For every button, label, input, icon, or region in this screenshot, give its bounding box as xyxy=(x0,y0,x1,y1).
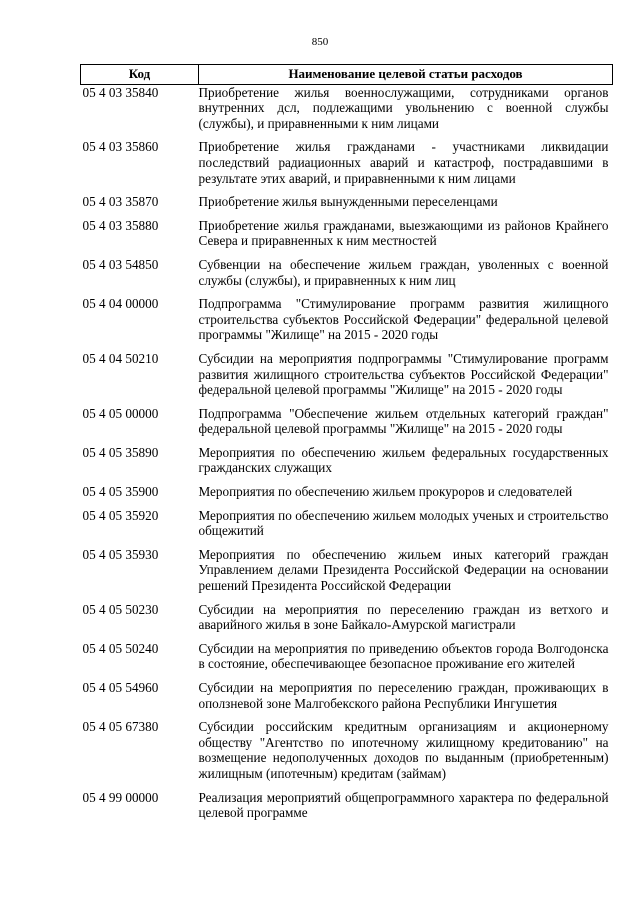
row-code: 05 4 03 35870 xyxy=(82,194,159,210)
row-name: Приобретение жилья гражданами - участниками ликвидации последствий радиационных аварий и катастроф, пострадавшими в результате этих аварий, и приравненными к ним лицами xyxy=(198,139,609,186)
row-name: Субсидии российским кредитным организациям и акционерному обществу "Агентство по ипотечному жилищному кредитованию" на возмещение недополученных доходов по выданным (приобретенным) жилищным (ипотечным) кредитам (займам) xyxy=(198,719,609,781)
row-name: Мероприятия по обеспечению жильем молодых ученых и строительство общежитий xyxy=(198,507,609,539)
row-name: Субвенции на обеспечение жильем граждан, уволенных с военной службы (службы), и приравненных к ним лиц xyxy=(198,256,609,288)
row-code: 05 4 05 35920 xyxy=(82,507,159,523)
row-name: Подпрограмма "Обеспечение жильем отдельных категорий граждан" федеральной целевой программы "Жилище" на 2015 - 2020 годы xyxy=(198,405,609,437)
row-code: 05 4 05 35900 xyxy=(82,484,159,500)
row-name: Субсидии на мероприятия подпрограммы "Стимулирование программ развития жилищного строительства субъектов Российской Федерации" федеральной целевой программы "Жилище" на 2015 - 2020 годы xyxy=(198,350,609,398)
row-code: 05 4 05 50240 xyxy=(82,640,159,656)
row-name: Реализация мероприятий общепрограммного характера по федеральной целевой программе xyxy=(198,789,609,821)
table-row xyxy=(81,508,613,547)
table-row xyxy=(81,719,613,789)
table-row xyxy=(81,257,613,296)
row-name: Субсидии на мероприятия по приведению объектов города Волгодонска в состояние, обеспечивающее безопасное проживание его жителей xyxy=(198,640,609,672)
budget-codes-table xyxy=(80,64,613,829)
header-name: Наименование целевой статьи расходов xyxy=(199,65,613,85)
table-header-row xyxy=(81,65,613,85)
table-body xyxy=(81,84,613,829)
row-code: 05 4 05 00000 xyxy=(82,405,159,421)
table-row xyxy=(81,218,613,257)
row-code: 05 4 05 50230 xyxy=(82,601,159,617)
row-name: Подпрограмма "Стимулирование программ развития жилищного строительства субъектов Российской Федерации" федеральной целевой программы "Жилище" на 2015 - 2020 годы xyxy=(198,296,609,343)
table-row xyxy=(81,641,613,680)
table-row xyxy=(81,445,613,484)
table-row xyxy=(81,351,613,406)
row-code: 05 4 04 50210 xyxy=(82,350,159,366)
row-name: Приобретение жилья вынужденными переселенцами xyxy=(198,194,498,210)
table-row xyxy=(81,790,613,829)
table-row xyxy=(81,547,613,602)
row-name: Мероприятия по обеспечению жильем федеральных государственных гражданских служащих xyxy=(198,444,609,476)
table-row xyxy=(81,296,613,351)
row-name: Субсидии на мероприятия по переселению граждан, проживающих в оползневой зоне Малгобекского района Республики Ингушетия xyxy=(198,680,609,711)
row-code: 05 4 04 00000 xyxy=(82,296,159,312)
row-code: 05 4 03 35840 xyxy=(82,84,159,100)
row-name: Приобретение жилья военнослужащими, сотрудниками органов внутренних дсл, подлежащими увольнению с военной службы (службы), и приравненными к ним лицами xyxy=(198,84,609,131)
table-row xyxy=(81,484,613,508)
table-row xyxy=(81,194,613,218)
row-code: 05 4 03 35860 xyxy=(82,139,159,155)
row-code: 05 4 05 67380 xyxy=(82,719,159,735)
page-number: 850 xyxy=(311,36,329,48)
table-row xyxy=(81,406,613,445)
table-row xyxy=(81,84,613,139)
header-code: Код xyxy=(81,65,199,85)
row-code: 05 4 05 35890 xyxy=(82,444,159,460)
row-code: 05 4 05 35930 xyxy=(82,546,159,562)
row-name: Мероприятия по обеспечению жильем прокуроров и следователей xyxy=(198,484,573,500)
table-row xyxy=(81,139,613,194)
row-code: 05 4 99 00000 xyxy=(82,789,159,805)
row-code: 05 4 05 54960 xyxy=(82,680,159,695)
table-row xyxy=(81,680,613,719)
row-name: Приобретение жилья гражданами, выезжающими из районов Крайнего Севера и приравненных к ним местностей xyxy=(198,217,609,249)
table-row xyxy=(81,602,613,641)
row-name: Субсидии на мероприятия по переселению граждан из ветхого и аварийного жилья в зоне Байкало-Амурской магистрали xyxy=(198,601,609,633)
row-name: Мероприятия по обеспечению жильем иных категорий граждан Управлением делами Президента Российской Федерации на основании решений Президента Российской Федерации xyxy=(198,546,609,594)
row-code: 05 4 03 35880 xyxy=(82,217,159,233)
row-code: 05 4 03 54850 xyxy=(82,256,159,272)
